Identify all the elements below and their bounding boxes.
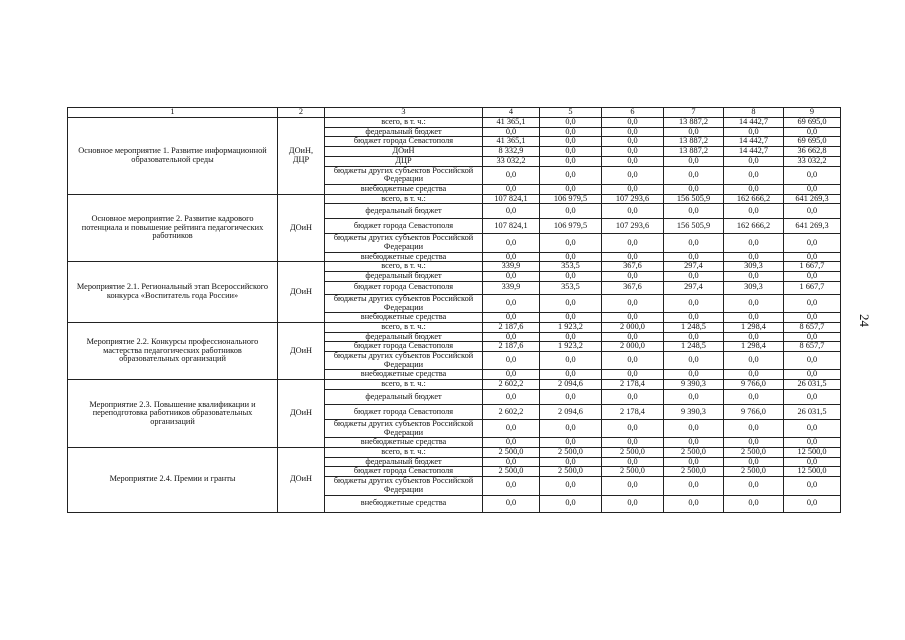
value-cell: 8 657,7 — [784, 322, 841, 332]
value-cell: 0,0 — [483, 166, 540, 184]
executor-cell: ДОиН — [278, 262, 325, 323]
value-cell: 339,9 — [483, 281, 540, 294]
value-cell: 13 887,2 — [664, 137, 724, 147]
executor-cell: ДОиН — [278, 194, 325, 262]
value-cell: 107 824,1 — [483, 219, 540, 234]
executor-cell: ДОиН, ДЦР — [278, 118, 325, 195]
value-cell: 14 442,7 — [724, 137, 784, 147]
value-cell: 36 662,8 — [784, 147, 841, 157]
value-cell: 2 187,6 — [483, 322, 540, 332]
value-cell: 0,0 — [540, 389, 602, 404]
value-cell: 641 269,3 — [784, 219, 841, 234]
value-cell: 9 390,3 — [664, 380, 724, 390]
funding-source: федеральный бюджет — [325, 204, 483, 219]
funding-source: бюджеты других субъектов Российской Федерации — [325, 166, 483, 184]
funding-source: федеральный бюджет — [325, 272, 483, 282]
value-cell: 2 500,0 — [540, 447, 602, 457]
funding-source: всего, в т. ч.: — [325, 380, 483, 390]
value-cell: 1 923,2 — [540, 342, 602, 352]
value-cell: 0,0 — [664, 204, 724, 219]
value-cell: 0,0 — [483, 438, 540, 448]
value-cell: 0,0 — [724, 156, 784, 166]
value-cell: 0,0 — [602, 252, 664, 262]
activity-name: Мероприятие 2.1. Региональный этап Всероссийского конкурса «Воспитатель года России» — [68, 262, 278, 323]
value-cell: 2 500,0 — [602, 467, 664, 477]
value-cell: 0,0 — [602, 370, 664, 380]
value-cell: 353,5 — [540, 281, 602, 294]
activity-name: Мероприятие 2.4. Премии и гранты — [68, 447, 278, 512]
column-header: 3 — [325, 108, 483, 118]
column-header: 6 — [602, 108, 664, 118]
value-cell: 0,0 — [724, 389, 784, 404]
value-cell: 0,0 — [602, 166, 664, 184]
value-cell: 0,0 — [540, 184, 602, 194]
value-cell: 297,4 — [664, 262, 724, 272]
activity-name: Мероприятие 2.2. Конкурсы профессионального мастерства педагогических работников образовательных организаций — [68, 322, 278, 379]
value-cell: 0,0 — [784, 184, 841, 194]
column-header: 7 — [664, 108, 724, 118]
funding-source: федеральный бюджет — [325, 332, 483, 342]
value-cell: 0,0 — [664, 495, 724, 512]
value-cell: 9 766,0 — [724, 404, 784, 419]
value-cell: 0,0 — [540, 477, 602, 495]
value-cell: 0,0 — [784, 234, 841, 252]
value-cell: 1 667,7 — [784, 262, 841, 272]
value-cell: 8 657,7 — [784, 342, 841, 352]
value-cell: 0,0 — [724, 419, 784, 437]
value-cell: 1 248,5 — [664, 322, 724, 332]
value-cell: 0,0 — [540, 234, 602, 252]
value-cell: 0,0 — [784, 127, 841, 137]
value-cell: 641 269,3 — [784, 194, 841, 204]
value-cell: 0,0 — [483, 127, 540, 137]
funding-source: внебюджетные средства — [325, 313, 483, 323]
table-row — [68, 262, 841, 272]
activity-name: Мероприятие 2.3. Повышение квалификации и переподготовка работников образовательных организаций — [68, 380, 278, 448]
value-cell: 0,0 — [724, 166, 784, 184]
value-cell: 2 500,0 — [664, 467, 724, 477]
funding-source: бюджеты других субъектов Российской Федерации — [325, 352, 483, 370]
funding-source: бюджет города Севастополя — [325, 219, 483, 234]
value-cell: 0,0 — [540, 457, 602, 467]
value-cell: 69 695,0 — [784, 137, 841, 147]
value-cell: 2 187,6 — [483, 342, 540, 352]
value-cell: 0,0 — [784, 370, 841, 380]
value-cell: 0,0 — [540, 313, 602, 323]
value-cell: 0,0 — [602, 156, 664, 166]
activity-name: Основное мероприятие 2. Развитие кадрового потенциала и повышение рейтинга педагогических работников — [68, 194, 278, 262]
value-cell: 367,6 — [602, 281, 664, 294]
column-header: 8 — [724, 108, 784, 118]
column-header: 5 — [540, 108, 602, 118]
page-number: 24 — [857, 314, 872, 327]
value-cell: 2 602,2 — [483, 404, 540, 419]
value-cell: 0,0 — [540, 204, 602, 219]
value-cell: 0,0 — [483, 294, 540, 312]
value-cell: 2 500,0 — [724, 467, 784, 477]
value-cell: 2 500,0 — [540, 467, 602, 477]
value-cell: 0,0 — [540, 118, 602, 128]
funding-source: федеральный бюджет — [325, 389, 483, 404]
value-cell: 1 923,2 — [540, 322, 602, 332]
value-cell: 0,0 — [664, 477, 724, 495]
value-cell: 2 500,0 — [602, 447, 664, 457]
value-cell: 2 500,0 — [483, 467, 540, 477]
value-cell: 107 293,6 — [602, 194, 664, 204]
value-cell: 9 766,0 — [724, 380, 784, 390]
value-cell: 162 666,2 — [724, 194, 784, 204]
funding-source: внебюджетные средства — [325, 252, 483, 262]
value-cell: 2 094,6 — [540, 380, 602, 390]
value-cell: 0,0 — [540, 127, 602, 137]
funding-source: всего, в т. ч.: — [325, 322, 483, 332]
activity-name: Основное мероприятие 1. Развитие информационной образовательной среды — [68, 118, 278, 195]
value-cell: 33 032,2 — [483, 156, 540, 166]
table-row — [68, 118, 841, 128]
value-cell: 2 178,4 — [602, 380, 664, 390]
header-row — [68, 108, 841, 118]
value-cell: 0,0 — [784, 477, 841, 495]
value-cell: 0,0 — [724, 352, 784, 370]
value-cell: 0,0 — [540, 272, 602, 282]
value-cell: 0,0 — [724, 457, 784, 467]
value-cell: 0,0 — [483, 419, 540, 437]
value-cell: 0,0 — [602, 204, 664, 219]
value-cell: 0,0 — [784, 438, 841, 448]
value-cell: 0,0 — [602, 477, 664, 495]
value-cell: 0,0 — [540, 252, 602, 262]
value-cell: 156 505,9 — [664, 219, 724, 234]
value-cell: 0,0 — [664, 184, 724, 194]
value-cell: 0,0 — [784, 419, 841, 437]
value-cell: 0,0 — [483, 389, 540, 404]
value-cell: 26 031,5 — [784, 404, 841, 419]
value-cell: 14 442,7 — [724, 147, 784, 157]
value-cell: 13 887,2 — [664, 147, 724, 157]
value-cell: 0,0 — [664, 156, 724, 166]
value-cell: 0,0 — [664, 352, 724, 370]
funding-source: всего, в т. ч.: — [325, 262, 483, 272]
value-cell: 0,0 — [784, 252, 841, 262]
table-row — [68, 380, 841, 390]
value-cell: 0,0 — [602, 419, 664, 437]
value-cell: 0,0 — [540, 147, 602, 157]
executor-cell: ДОиН — [278, 380, 325, 448]
value-cell: 0,0 — [602, 118, 664, 128]
table-row — [68, 322, 841, 332]
value-cell: 0,0 — [483, 495, 540, 512]
value-cell: 0,0 — [483, 234, 540, 252]
table-body — [68, 108, 841, 513]
value-cell: 0,0 — [483, 477, 540, 495]
value-cell: 0,0 — [602, 137, 664, 147]
value-cell: 0,0 — [540, 294, 602, 312]
funding-source: бюджет города Севастополя — [325, 281, 483, 294]
value-cell: 0,0 — [483, 370, 540, 380]
value-cell: 0,0 — [664, 272, 724, 282]
funding-source: бюджеты других субъектов Российской Федерации — [325, 294, 483, 312]
value-cell: 0,0 — [540, 419, 602, 437]
funding-source: бюджет города Севастополя — [325, 342, 483, 352]
value-cell: 41 365,1 — [483, 137, 540, 147]
value-cell: 2 094,6 — [540, 404, 602, 419]
value-cell: 1 248,5 — [664, 342, 724, 352]
value-cell: 0,0 — [602, 438, 664, 448]
value-cell: 0,0 — [724, 234, 784, 252]
value-cell: 0,0 — [483, 457, 540, 467]
executor-cell: ДОиН — [278, 447, 325, 512]
value-cell: 106 979,5 — [540, 219, 602, 234]
value-cell: 0,0 — [664, 313, 724, 323]
value-cell: 0,0 — [602, 389, 664, 404]
value-cell: 0,0 — [664, 166, 724, 184]
value-cell: 2 500,0 — [724, 447, 784, 457]
value-cell: 0,0 — [540, 137, 602, 147]
funding-source: ДЦР — [325, 156, 483, 166]
value-cell: 0,0 — [602, 495, 664, 512]
value-cell: 309,3 — [724, 281, 784, 294]
value-cell: 12 500,0 — [784, 447, 841, 457]
table-row — [68, 194, 841, 204]
value-cell: 1 667,7 — [784, 281, 841, 294]
value-cell: 0,0 — [483, 204, 540, 219]
value-cell: 107 293,6 — [602, 219, 664, 234]
value-cell: 33 032,2 — [784, 156, 841, 166]
value-cell: 162 666,2 — [724, 219, 784, 234]
value-cell: 0,0 — [483, 352, 540, 370]
value-cell: 0,0 — [724, 313, 784, 323]
value-cell: 14 442,7 — [724, 118, 784, 128]
value-cell: 9 390,3 — [664, 404, 724, 419]
value-cell: 0,0 — [724, 370, 784, 380]
funding-source: бюджеты других субъектов Российской Федерации — [325, 477, 483, 495]
funding-source: внебюджетные средства — [325, 370, 483, 380]
funding-source: внебюджетные средства — [325, 495, 483, 512]
value-cell: 0,0 — [724, 272, 784, 282]
value-cell: 1 298,4 — [724, 322, 784, 332]
value-cell: 0,0 — [540, 495, 602, 512]
value-cell: 26 031,5 — [784, 380, 841, 390]
value-cell: 0,0 — [602, 457, 664, 467]
value-cell: 8 332,9 — [483, 147, 540, 157]
value-cell: 0,0 — [602, 147, 664, 157]
value-cell: 0,0 — [664, 389, 724, 404]
value-cell: 0,0 — [664, 332, 724, 342]
value-cell: 0,0 — [602, 332, 664, 342]
funding-source: внебюджетные средства — [325, 438, 483, 448]
value-cell: 0,0 — [724, 184, 784, 194]
executor-cell: ДОиН — [278, 322, 325, 379]
value-cell: 0,0 — [724, 204, 784, 219]
column-header: 4 — [483, 108, 540, 118]
funding-source: бюджеты других субъектов Российской Федерации — [325, 234, 483, 252]
value-cell: 0,0 — [724, 495, 784, 512]
value-cell: 0,0 — [784, 313, 841, 323]
value-cell: 0,0 — [664, 234, 724, 252]
value-cell: 0,0 — [483, 272, 540, 282]
value-cell: 0,0 — [664, 252, 724, 262]
column-header: 9 — [784, 108, 841, 118]
value-cell: 2 500,0 — [483, 447, 540, 457]
funding-source: бюджет города Севастополя — [325, 404, 483, 419]
funding-source: всего, в т. ч.: — [325, 194, 483, 204]
value-cell: 0,0 — [540, 332, 602, 342]
funding-source: федеральный бюджет — [325, 457, 483, 467]
column-header: 2 — [278, 108, 325, 118]
value-cell: 0,0 — [784, 352, 841, 370]
value-cell: 0,0 — [784, 166, 841, 184]
value-cell: 0,0 — [483, 252, 540, 262]
value-cell: 2 000,0 — [602, 322, 664, 332]
value-cell: 0,0 — [724, 252, 784, 262]
value-cell: 0,0 — [724, 332, 784, 342]
funding-source: федеральный бюджет — [325, 127, 483, 137]
value-cell: 0,0 — [664, 457, 724, 467]
value-cell: 0,0 — [602, 127, 664, 137]
funding-source: бюджет города Севастополя — [325, 137, 483, 147]
value-cell: 2 000,0 — [602, 342, 664, 352]
value-cell: 367,6 — [602, 262, 664, 272]
value-cell: 0,0 — [540, 438, 602, 448]
value-cell: 0,0 — [540, 352, 602, 370]
table-row — [68, 447, 841, 457]
value-cell: 339,9 — [483, 262, 540, 272]
value-cell: 0,0 — [602, 313, 664, 323]
value-cell: 0,0 — [664, 438, 724, 448]
value-cell: 0,0 — [483, 332, 540, 342]
value-cell: 0,0 — [784, 389, 841, 404]
value-cell: 353,5 — [540, 262, 602, 272]
value-cell: 0,0 — [784, 495, 841, 512]
value-cell: 12 500,0 — [784, 467, 841, 477]
funding-source: ДОиН — [325, 147, 483, 157]
value-cell: 0,0 — [664, 127, 724, 137]
value-cell: 0,0 — [724, 477, 784, 495]
funding-source: всего, в т. ч.: — [325, 118, 483, 128]
value-cell: 0,0 — [483, 313, 540, 323]
value-cell: 2 178,4 — [602, 404, 664, 419]
value-cell: 0,0 — [602, 184, 664, 194]
value-cell: 0,0 — [483, 184, 540, 194]
value-cell: 1 298,4 — [724, 342, 784, 352]
funding-source: бюджеты других субъектов Российской Федерации — [325, 419, 483, 437]
value-cell: 156 505,9 — [664, 194, 724, 204]
value-cell: 2 602,2 — [483, 380, 540, 390]
funding-source: бюджет города Севастополя — [325, 467, 483, 477]
value-cell: 0,0 — [664, 419, 724, 437]
value-cell: 0,0 — [724, 127, 784, 137]
value-cell: 0,0 — [724, 438, 784, 448]
value-cell: 0,0 — [602, 352, 664, 370]
funding-source: внебюджетные средства — [325, 184, 483, 194]
value-cell: 2 500,0 — [664, 447, 724, 457]
value-cell: 0,0 — [784, 332, 841, 342]
value-cell: 0,0 — [602, 294, 664, 312]
value-cell: 13 887,2 — [664, 118, 724, 128]
funding-source: всего, в т. ч.: — [325, 447, 483, 457]
value-cell: 106 979,5 — [540, 194, 602, 204]
value-cell: 0,0 — [540, 166, 602, 184]
value-cell: 0,0 — [602, 272, 664, 282]
value-cell: 107 824,1 — [483, 194, 540, 204]
value-cell: 0,0 — [540, 370, 602, 380]
value-cell: 0,0 — [724, 294, 784, 312]
value-cell: 0,0 — [784, 294, 841, 312]
value-cell: 0,0 — [784, 272, 841, 282]
value-cell: 0,0 — [784, 204, 841, 219]
value-cell: 0,0 — [664, 294, 724, 312]
value-cell: 69 695,0 — [784, 118, 841, 128]
value-cell: 0,0 — [664, 370, 724, 380]
value-cell: 0,0 — [602, 234, 664, 252]
value-cell: 0,0 — [540, 156, 602, 166]
budget-table — [67, 107, 841, 513]
column-header: 1 — [68, 108, 278, 118]
value-cell: 309,3 — [724, 262, 784, 272]
value-cell: 41 365,1 — [483, 118, 540, 128]
value-cell: 0,0 — [784, 457, 841, 467]
value-cell: 297,4 — [664, 281, 724, 294]
